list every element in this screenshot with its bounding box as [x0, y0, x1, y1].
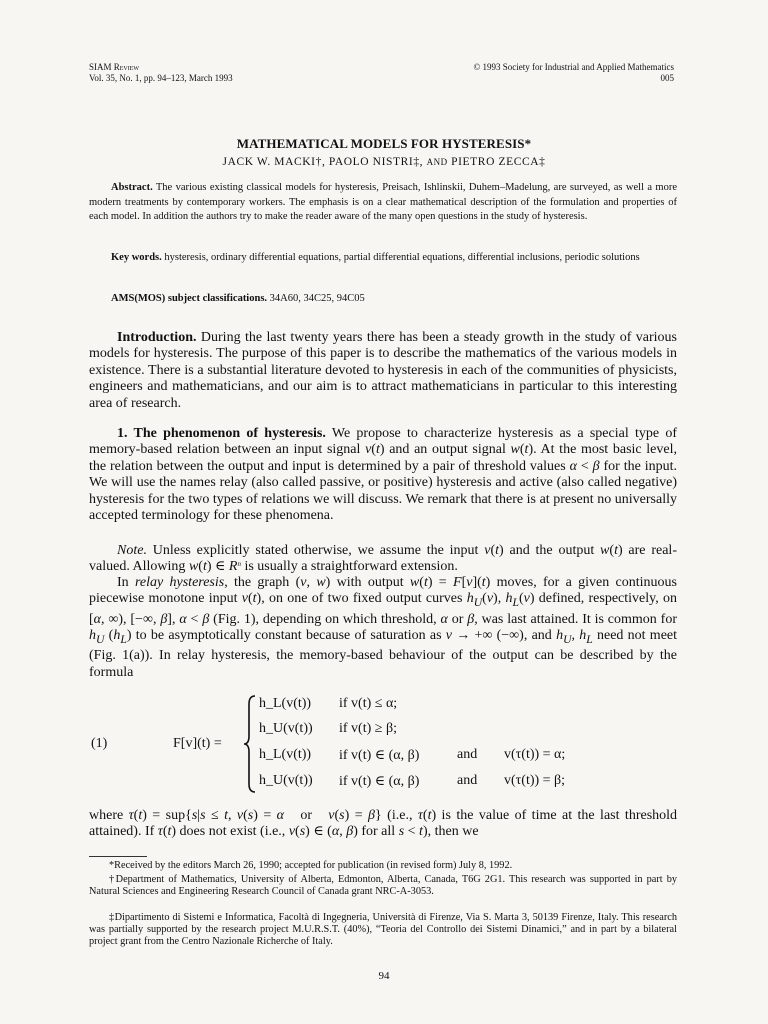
footnote-nistri-zecca: ‡Dipartimento di Sistemi e Informatica, Facoltà di Ingegneria, Università di Firenze, Via S. Marta 3, 50139 Firenze, Italy. This research was partially supported by the research project M.U.R.S.T. (40%), “Teoria del Controllo dei Sistemi Dinamici,” and in part by a bilateral project grant from the Centro Nazionale Richerche of Italy.	[89, 912, 677, 948]
where-paragraph: where τ(t) = sup{s|s ≤ t, v(s) = α or v(s) = β} (i.e., τ(t) is the value of time at the last threshold attained). If τ(t) does not exist (i.e., v(s) ∈ (α, β) for all s < t), then we	[89, 808, 678, 840]
footnote-rule	[89, 856, 147, 857]
volume-info: Vol. 35, No. 1, pp. 94–123, March 1993	[89, 73, 233, 83]
ams-label: AMS(MOS) subject classifications.	[111, 293, 268, 304]
introduction-paragraph	[89, 330, 677, 412]
note-text: and the output	[503, 543, 601, 558]
intro-text: During the last twenty years there has been a steady growth in the study of various models for hysteresis. The purpose of this paper is to describe the mathematics of the various models in existence. There is a substantial literature devoted to hysteresis in each of the communities of physicists, engineers and mathematicians, and our aim is to attract mathematicians in particular to this interesting area of research.	[89, 330, 677, 411]
journal-header	[89, 62, 233, 84]
equation-number: (1)	[91, 736, 108, 751]
authors-and: AND	[426, 157, 448, 167]
footnote-received: *Received by the editors March 26, 1990; accepted for publication (in revised form) July 8, 1992.	[109, 860, 513, 871]
section-1-heading: 1. The phenomenon of hysteresis.	[117, 426, 326, 441]
journal-name-siam: SIAM	[89, 62, 114, 72]
case-condition: if v(t) ≥ β;	[339, 721, 397, 736]
abstract-text: The various existing classical models for hysteresis, Preisach, Ishlinskii, Duhem–Madelung, are surveyed, as well a more modern treatments by contemporary workers. The emphasis is on a clear mathematical description of the formulation and properties of each model. In addition the authors try to make the reader aware of the many open questions in the study of hysteresis.	[89, 182, 677, 222]
abstract	[89, 181, 677, 225]
section-1-text: We propose to characterize hysteresis as a special type of memory-based relation between an input signal	[89, 426, 677, 458]
relay-text: , on one of two fixed output curves	[261, 591, 467, 607]
where-text: is the value of time at the last threshold attained). If	[89, 808, 678, 840]
where-text: where	[89, 808, 129, 823]
footnote-macki: †Department of Mathematics, University of Alberta, Edmonton, Alberta, Canada, T6G 2G1. This research was supported in part by Natural Sciences and Engineering Research Council of Canada grant NRC-A-3053.	[89, 874, 677, 898]
relay-text: moves, for a given continuous piecewise monotone input	[89, 575, 677, 607]
case-value: h_L(v(t))	[259, 696, 312, 711]
keywords-label: Key words.	[111, 252, 162, 263]
case-value: h_U(v(t))	[259, 773, 313, 788]
relay-text: defined, respectively, on	[534, 591, 677, 607]
relay-text: need not meet (Fig. 1(a)). In relay hysteresis, the memory-based behaviour of the output can be described by the formula	[89, 628, 678, 680]
case-value: h_L(v(t))	[259, 747, 312, 762]
relay-text: , was last attained. It is common for	[474, 611, 677, 627]
relay-text: with output	[330, 575, 410, 590]
where-text: ), then we	[422, 824, 479, 840]
relay-text: to be asymptotically constant because of saturation as	[131, 628, 446, 644]
where-text: for all	[357, 824, 399, 840]
section-1-text: . At the most basic level, the relation between the output and input is determined by a pair of threshold values	[89, 442, 677, 474]
where-text: does not exist (i.e.,	[176, 824, 289, 840]
relay-text: , the graph	[224, 575, 296, 590]
ams-codes: 34A60, 34C25, 94C05	[267, 293, 365, 304]
journal-name-review: Review	[113, 62, 140, 72]
article-code: 005	[660, 73, 674, 83]
section-1-text: for the input. We will use the names relay (also called passive, or positive) hysteresis and active (also called negative) hysteresis for the two types of relations we will discuss. We remark that there is at present no universally accepted terminology for these phenomena.	[89, 458, 677, 524]
copyright-header	[473, 62, 674, 84]
keywords	[89, 251, 677, 266]
case-and: and	[457, 747, 478, 762]
where-text: (i.e.,	[381, 808, 418, 823]
note-text: is usually a straightforward extension.	[240, 559, 458, 575]
relay-text: In	[117, 575, 135, 590]
case-extra: v(τ(t)) = β;	[504, 773, 566, 788]
case-condition: if v(t) ∈ (α, β)	[339, 748, 420, 763]
section-1-text: and an output signal	[384, 442, 511, 458]
note-label: Note.	[117, 543, 147, 558]
relay-text: , and	[523, 628, 557, 644]
note-text: are real-valued. Allowing	[89, 543, 677, 575]
abstract-label: Abstract.	[111, 182, 153, 193]
equation-1	[89, 694, 677, 794]
note-paragraph: Note. Unless explicitly stated otherwise, we assume the input v(t) and the output w(t) are real-valued. Allowing w(t) ∈ $R^n$ is usually a straightforward extension.	[89, 543, 677, 575]
relay-term: relay hysteresis	[134, 575, 225, 590]
keywords-text: hysteresis, ordinary differential equations, partial differential equations, differential inclusions, periodic solutions	[161, 252, 640, 263]
case-condition: if v(t) ≤ α;	[339, 696, 398, 711]
equation-lhs: F[v](t) =	[173, 736, 222, 751]
paper-title: MATHEMATICAL MODELS FOR HYSTERESIS*	[236, 136, 532, 151]
page-number: 94	[378, 970, 390, 982]
ams-classification	[111, 293, 365, 304]
authors-last: PIETRO ZECCA‡	[451, 156, 546, 168]
relay-hysteresis-paragraph: In relay hysteresis, the graph (v, w) with output w(t) = F[v](t) moves, for a given continuous piecewise monotone input v(t), on one of two fixed output curves $h_U(v)$, $h_L(v)$ defined, respectively, on [α, ∞), [−∞, β], α < β (Fig. 1), depending on which threshold, α or β, was last attained. It is common for $h_U$ $(h_L)$ to be asymptotically constant because of saturation as v → +∞ (−∞), and $h_U$, $h_L$ need not meet (Fig. 1(a)). In relay hysteresis, the memory-based behaviour of the output can be described by the formula	[89, 575, 678, 680]
note-text: Unless explicitly stated otherwise, we assume the input	[146, 543, 485, 558]
author-list	[0, 156, 768, 168]
case-condition: if v(t) ∈ (α, β)	[339, 774, 420, 789]
case-value: h_U(v(t))	[259, 721, 313, 736]
intro-heading: Introduction.	[117, 330, 197, 345]
section-1-paragraph: 1. The phenomenon of hysteresis. We propose to characterize hysteresis as a special type of memory-based relation between an input signal v(t) and an output signal w(t). At the most basic level, the relation between the output and input is determined by a pair of threshold values α < β for the input. We will use the names relay (also called passive, or positive) hysteresis and active (also called negative) hysteresis for the two types of relations we will discuss. We remark that there is at present no universally accepted terminology for these phenomena.	[89, 426, 677, 524]
case-extra: v(τ(t)) = α;	[504, 747, 566, 762]
authors-first: JACK W. MACKI†, PAOLO NISTRI‡,	[222, 156, 424, 168]
copyright-notice: © 1993 Society for Industrial and Applied Mathematics	[473, 62, 674, 72]
relay-text: (Fig. 1), depending on which threshold,	[209, 611, 441, 627]
left-brace	[243, 694, 257, 794]
case-and: and	[457, 773, 478, 788]
